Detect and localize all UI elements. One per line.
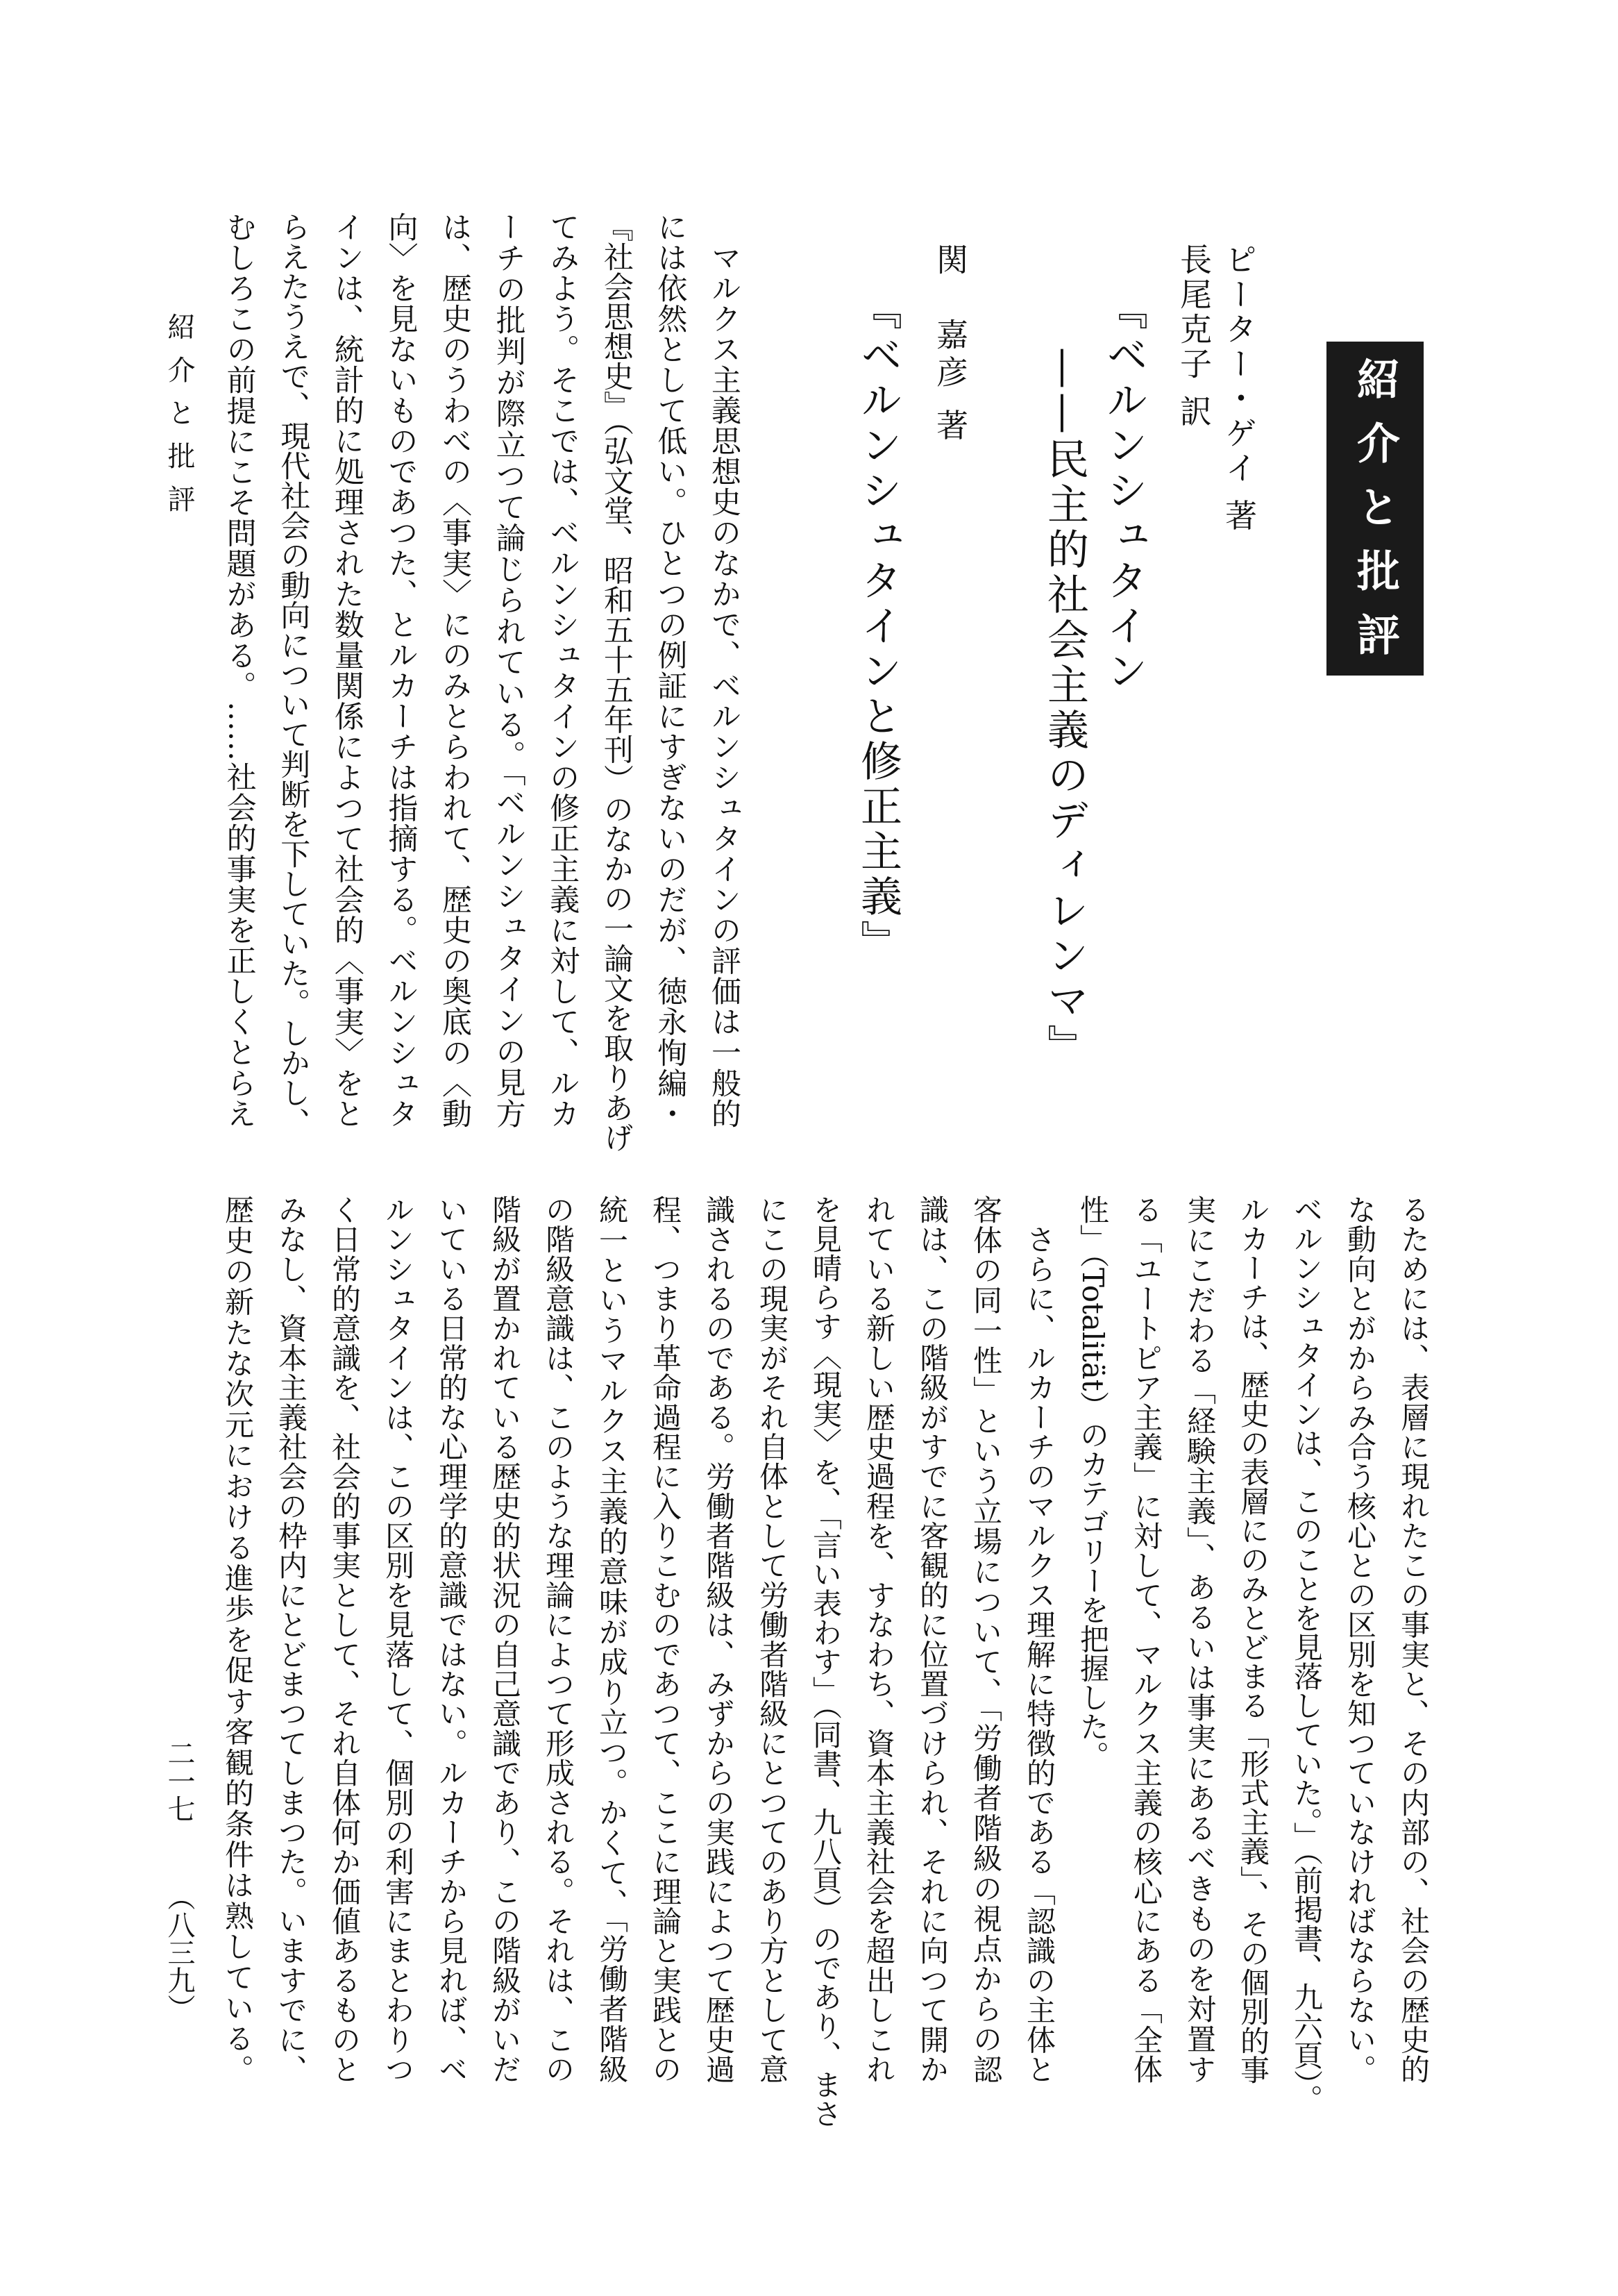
text-column: 実にこだわる「経験主義」、あるいは事実にあるべきものを対置す [1183, 1195, 1217, 2084]
running-head: 紹介と批評 [163, 312, 195, 528]
text-column: 性」（Totalität）のカテゴリーを把握した。 [1076, 1195, 1110, 1770]
text-column: 識されるのである。労働者階級は、みずからの実践によつて歴史過 [702, 1195, 736, 2084]
text-column: 統一というマルクス主義的意味が成り立つ。かくて、「労働者階級 [595, 1195, 629, 2084]
text-column: らえたうえで、現代社会の動向について判断を下していた。しかし、 [276, 212, 311, 1137]
text-column: ルンシュタインは、この区別を見落して、個別の利害にまとわりつ [381, 1195, 415, 2084]
section-heading: 紹介と批評 [1349, 357, 1401, 676]
text-column: みなし、資本主義社会の枠内にとどまつてしまつた。いますでに、 [274, 1195, 308, 2084]
text-column: てみよう。そこでは、ベルンシュタインの修正主義に対して、ルカ [545, 212, 580, 1128]
text-column: るためには、表層に現れたこの事実と、その内部の、社会の歴史的 [1397, 1195, 1431, 2084]
text-column: く日常的意識を、社会的事実として、それ自体何か価値あるものと [328, 1195, 362, 2084]
book1-subtitle: ——民主的社会主義のディレンマ』 [1040, 347, 1089, 1069]
text-column: は、歴史のうわべの〈事実〉にのみとらわれて、歴史の奥底の〈動 [437, 212, 473, 1128]
text-column: いている日常的な心理学的意識ではない。ルカーチから見れば、ベ [435, 1195, 469, 2084]
text-column: マルクス主義思想史のなかで、ベルンシュタインの評価は一般的 [707, 212, 741, 1128]
book2-title: 『ベルンシュタインと修正主義』 [854, 288, 902, 965]
page-number: 二一七 [163, 1739, 195, 1822]
text-column: ベルンシュタインは、このことを見落していた。」（前掲書、九六頁）。 [1290, 1195, 1324, 2113]
text-column: むしろこの前提にこそ問題がある。……社会的事実を正しくとらえ [221, 212, 257, 1128]
text-column: 程、つまり革命過程に入りこむのであつて、ここに理論と実践との [648, 1195, 682, 2084]
text-column: な動向とがからみ合う核心との区別を知つていなければならない。 [1343, 1195, 1377, 2084]
text-column: の階級意識は、このような理論によつて形成される。それは、この [541, 1195, 575, 2084]
text-column: ルカーチは、歴史の表層にのみとどまる「形式主義」、その個別的事 [1236, 1195, 1270, 2084]
text-column: にこの現実がそれ自体として労働者階級にとつてのあり方として意 [755, 1195, 789, 2084]
review-body-bottom [211, 1195, 1440, 2128]
text-column: ーチの批判が際立つて論じられている。「ベルンシュタインの見方 [491, 212, 526, 1128]
text-column: インは、統計的に処理された数量関係によつて社会的〈事実〉をと [329, 212, 364, 1128]
text-column: れている新しい歴史過程を、すなわち、資本主義社会を超出しこれ [862, 1195, 896, 2084]
book2-author: 関 嘉彦 著 [932, 243, 969, 446]
book1-title: 『ベルンシュタイン [1099, 288, 1148, 694]
text-column: を見晴らす〈現実〉を、「言い表わす」（同書、九八頁）のであり、まさ [809, 1195, 843, 2128]
book1-translator: 長尾克子 訳 [1175, 243, 1213, 430]
review-body-top [209, 212, 750, 1153]
text-column: 向〉を見ないものであつた、とルカーチは指摘する。ベルンシュタ [383, 212, 419, 1128]
text-column: 『社会思想史』（弘文堂、昭和五十五年刊）のなかの一論文を取りあげ [598, 212, 634, 1153]
text-column: には依然として低い。ひとつの例証にすぎないのだが、徳永恂編・ [652, 212, 688, 1129]
text-column: 客体の同一性」という立場について、「労働者階級の視点からの認 [969, 1195, 1003, 2084]
book1-author: ピーター・ゲイ 著 [1220, 243, 1258, 534]
page-number-alt: （八三九） [163, 1883, 195, 2022]
text-column: る「ユートピア主義」に対して、マルクス主義の核心にある「全体 [1129, 1195, 1163, 2084]
text-column: 識は、この階級がすでに客観的に位置づけられ、それに向つて開か [916, 1195, 950, 2084]
section-heading-box [1326, 342, 1424, 676]
text-column: 歴史の新たな次元における進歩を促す客観的条件は熟している。 [221, 1195, 255, 2084]
text-column: さらに、ルカーチのマルクス理解に特徴的である「認識の主体と [1022, 1195, 1056, 2084]
text-column: 階級が置かれている歴史的状況の自己意識であり、この階級がいだ [488, 1195, 522, 2084]
